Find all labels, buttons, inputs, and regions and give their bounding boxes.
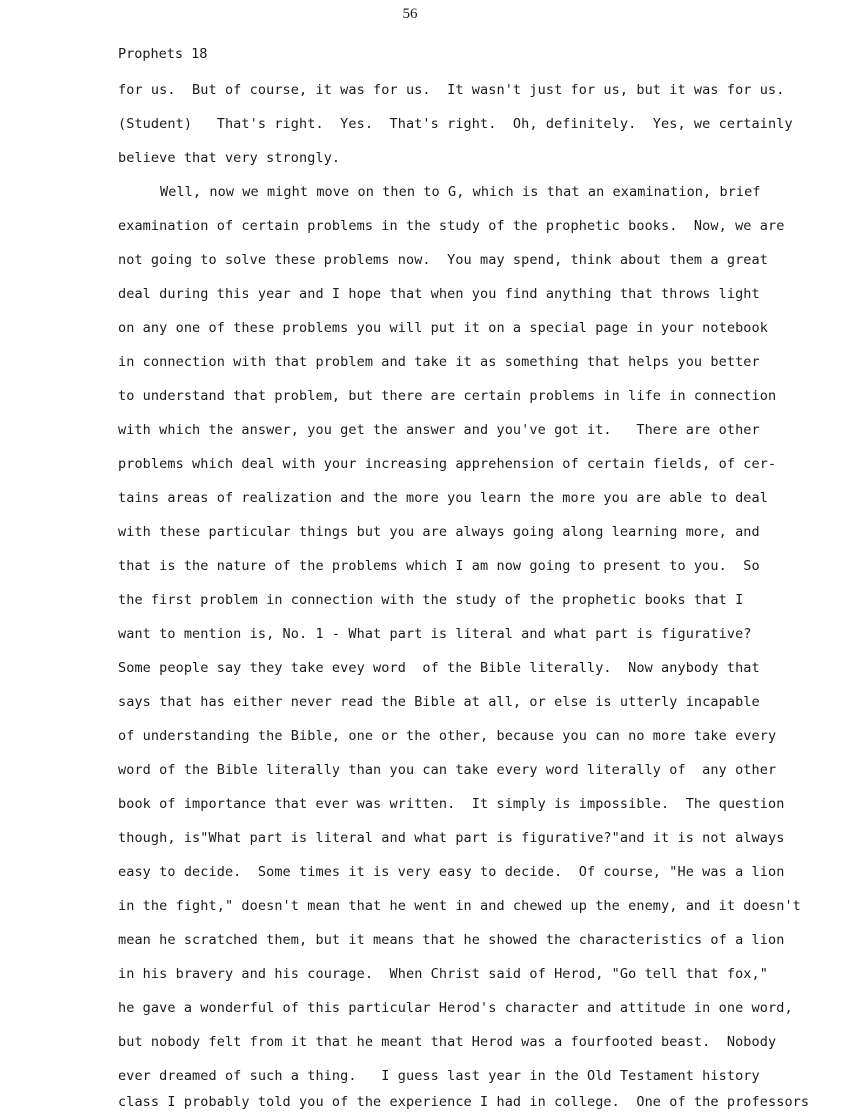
text-line: though, is"What part is literal and what part is figurative?"and it is not always <box>118 830 785 846</box>
text-line: not going to solve these problems now. You may spend, think about them a great <box>118 252 768 268</box>
running-head: Prophets 18 <box>118 46 208 62</box>
text-line: with which the answer, you get the answer and you've got it. There are other <box>118 422 760 438</box>
text-line: class I probably told you of the experience I had in college. One of the professors <box>118 1094 810 1110</box>
text-line: tains areas of realization and the more you learn the more you are able to deal <box>118 490 768 506</box>
text-line: in the fight," doesn't mean that he went in and chewed up the enemy, and it doesn't <box>118 898 801 914</box>
text-line: for us. But of course, it was for us. It wasn't just for us, but it was for us. <box>118 82 785 98</box>
text-line: ever dreamed of such a thing. I guess last year in the Old Testament history <box>118 1068 760 1084</box>
text-line: in his bravery and his courage. When Christ said of Herod, "Go tell that fox," <box>118 966 768 982</box>
text-line: book of importance that ever was written. It simply is impossible. The question <box>118 796 785 812</box>
text-line: of understanding the Bible, one or the other, because you can no more take every <box>118 728 777 744</box>
text-line: on any one of these problems you will put it on a special page in your notebook <box>118 320 768 336</box>
text-line: believe that very strongly. <box>118 150 341 166</box>
page-number: 56 <box>402 6 418 22</box>
text-line: deal during this year and I hope that when you find anything that throws light <box>118 286 760 302</box>
text-line: (Student) That's right. Yes. That's right. Oh, definitely. Yes, we certainly <box>118 116 793 132</box>
text-line: to understand that problem, but there are certain problems in life in connection <box>118 388 777 404</box>
text-line: says that has either never read the Bible at all, or else is utterly incapable <box>118 694 760 710</box>
text-line: word of the Bible literally than you can take every word literally of any other <box>118 762 777 778</box>
text-line: with these particular things but you are always going along learning more, and <box>118 524 760 540</box>
text-line: mean he scratched them, but it means that he showed the characteristics of a lion <box>118 932 785 948</box>
text-line: but nobody felt from it that he meant that Herod was a fourfooted beast. Nobody <box>118 1034 777 1050</box>
text-line: in connection with that problem and take it as something that helps you better <box>118 354 760 370</box>
text-line: that is the nature of the problems which I am now going to present to you. So <box>118 558 760 574</box>
text-line: easy to decide. Some times it is very easy to decide. Of course, "He was a lion <box>118 864 785 880</box>
text-line: Some people say they take evey word of the Bible literally. Now anybody that <box>118 660 760 676</box>
text-line: Well, now we might move on then to G, which is that an examination, brief <box>160 184 761 200</box>
text-line: the first problem in connection with the study of the prophetic books that I <box>118 592 744 608</box>
text-line: examination of certain problems in the study of the prophetic books. Now, we are <box>118 218 785 234</box>
text-line: problems which deal with your increasing apprehension of certain fields, of cer- <box>118 456 777 472</box>
text-line: he gave a wonderful of this particular Herod's character and attitude in one word, <box>118 1000 793 1016</box>
text-line: want to mention is, No. 1 - What part is literal and what part is figurative? <box>118 626 752 642</box>
